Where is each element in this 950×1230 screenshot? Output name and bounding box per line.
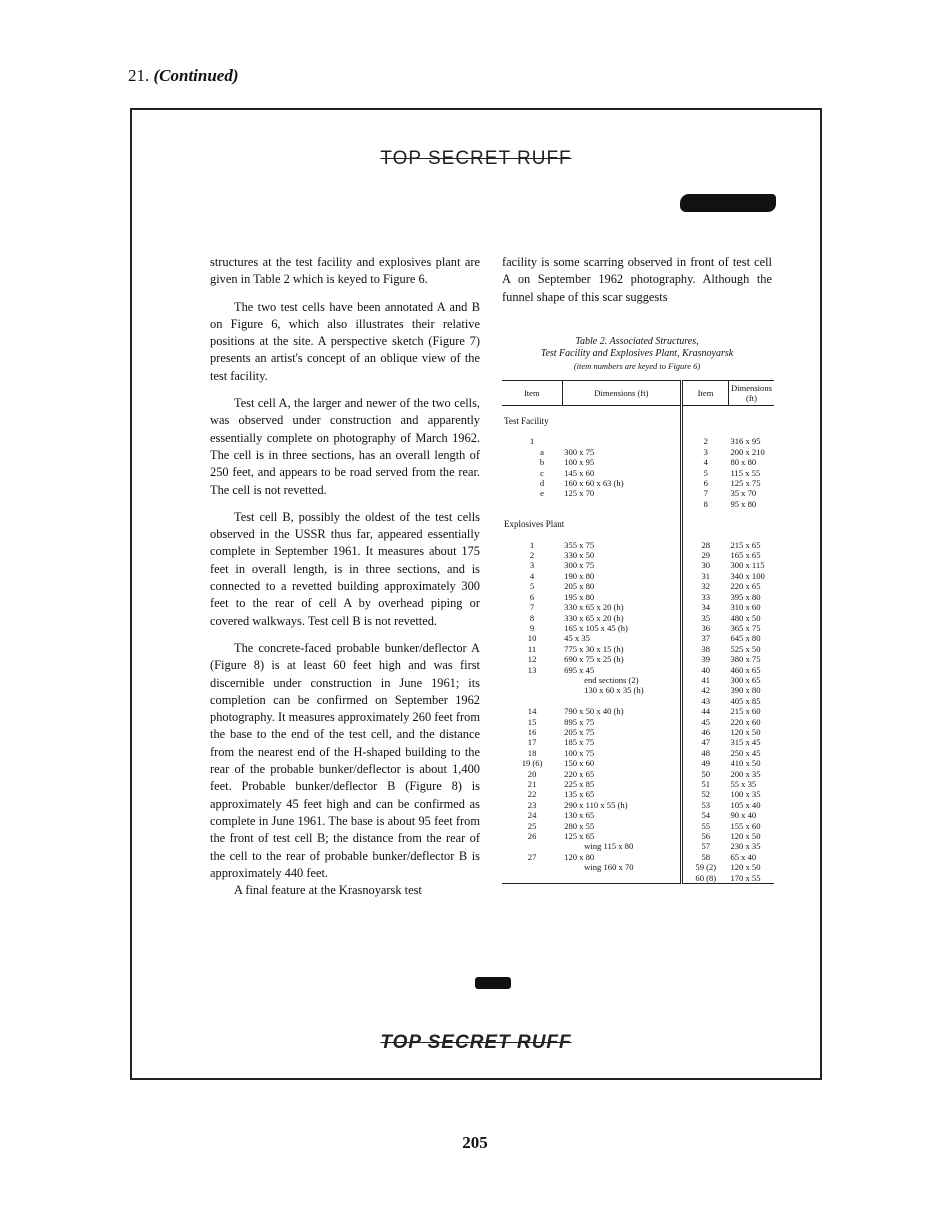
item-cell: 59 (2) (682, 862, 729, 872)
dimensions-cell: 300 x 75 (564, 560, 595, 571)
table-row (502, 540, 774, 550)
dimensions-cell: 405 x 85 (730, 695, 761, 706)
item-cell (502, 862, 562, 872)
dimensions-cell: 775 x 30 x 15 (h) (564, 643, 624, 654)
dimensions-cell: 145 x 60 (564, 467, 595, 478)
table-header-row (502, 381, 774, 406)
header-item-2: Item (682, 381, 729, 406)
table-row (502, 550, 774, 560)
dimensions-cell: 460 x 65 (730, 664, 761, 675)
dimensions-cell (562, 499, 681, 509)
item-cell: 9 (529, 622, 535, 633)
dimensions-cell: 100 x 35 (730, 789, 761, 800)
dimensions-cell: 55 x 35 (730, 779, 757, 789)
dimensions-cell: 480 x 50 (730, 612, 761, 623)
item-cell: 27 (527, 851, 537, 862)
dimensions-cell: 790 x 50 x 40 (h) (564, 706, 624, 717)
dimensions-cell: 130 x 65 (564, 810, 595, 821)
section-title: Test Facility (504, 416, 549, 426)
table-section-row (502, 509, 774, 539)
item-cell: 2 (682, 436, 729, 446)
dimensions-cell: 95 x 80 (730, 498, 757, 509)
item-cell: 1 (529, 436, 535, 447)
classification-top: TOP SECRET RUFF (380, 148, 572, 169)
item-cell: 22 (527, 789, 537, 800)
item-cell: 54 (682, 810, 729, 820)
table-row (502, 560, 774, 570)
dimensions-cell: 330 x 50 (564, 550, 595, 561)
table-row (502, 685, 774, 695)
item-cell: 38 (682, 644, 729, 654)
table-row (502, 644, 774, 654)
table-row (502, 748, 774, 758)
dimensions-cell: 365 x 75 (730, 622, 761, 633)
dimensions-cell: 220 x 60 (730, 716, 761, 727)
classification-bottom: TOP SECRET RUFF (380, 1032, 572, 1053)
dimensions-cell: 100 x 75 (564, 747, 595, 758)
dimensions-cell: 115 x 55 (730, 467, 761, 478)
dimensions-cell: 65 x 40 (730, 851, 757, 862)
dimensions-cell: 125 x 70 (564, 488, 595, 499)
item-cell: 47 (682, 737, 729, 747)
table-row (502, 436, 774, 446)
document-frame (130, 108, 822, 1080)
dimensions-cell: 100 x 95 (564, 457, 595, 468)
dimensions-cell: 645 x 80 (730, 633, 761, 644)
item-cell: 60 (8) (682, 873, 729, 884)
dimensions-cell: 220 x 65 (564, 768, 595, 779)
dimensions-cell: 330 x 65 x 20 (h) (564, 612, 624, 623)
dimensions-cell: 200 x 210 (730, 446, 765, 457)
item-cell (502, 696, 562, 706)
dimensions-cell: 895 x 75 (564, 716, 595, 727)
item-cell: 48 (682, 748, 729, 758)
section-title: Explosives Plant (504, 519, 565, 530)
item-cell: 57 (682, 841, 729, 851)
table-row (502, 852, 774, 862)
table-row (502, 706, 774, 716)
paragraph: Test cell A, the larger and newer of the two cells, was observed under construction and apparently essentially complete on photography of March 1962. The cell is in three sections, has an overall length of 250 feet, and appears to be road served from the rear. The cell is not revetted. (210, 396, 480, 497)
item-cell: e (540, 488, 544, 499)
header-dimensions: Dimensions (ft) (562, 381, 681, 406)
item-cell: 1 (529, 539, 535, 550)
dimensions-cell: 200 x 35 (730, 768, 761, 779)
header-item: Item (502, 381, 562, 406)
dimensions-cell: 525 x 50 (730, 643, 761, 654)
left-column (210, 254, 480, 909)
table-row (502, 831, 774, 841)
table-row (502, 623, 774, 633)
table-caption-subtitle: Test Facility and Explosives Plant, Krasnoyarsk (540, 348, 734, 359)
dimensions-cell: 120 x 80 (564, 851, 595, 862)
dimensions-cell: 215 x 65 (730, 539, 761, 550)
dimensions-cell: 250 x 45 (730, 747, 761, 758)
table-row (502, 821, 774, 831)
table-row (502, 581, 774, 591)
dimensions-cell: 90 x 40 (730, 810, 757, 821)
item-cell: 3 (529, 560, 535, 571)
item-cell: 43 (682, 696, 729, 706)
redaction-block (475, 977, 511, 989)
dimensions-cell: 120 x 50 (730, 831, 761, 842)
dimensions-cell: 190 x 80 (564, 570, 595, 581)
item-cell: 4 (529, 570, 535, 581)
item-cell: 12 (527, 654, 537, 665)
item-cell: 19 (6) (521, 758, 543, 769)
dimensions-cell: 165 x 105 x 45 (h) (564, 622, 628, 633)
dimensions-cell: 390 x 80 (730, 685, 761, 696)
item-cell: 11 (527, 643, 537, 654)
table-row (502, 457, 774, 467)
table-row (502, 592, 774, 602)
table-row (502, 633, 774, 643)
dimensions-cell: 690 x 75 x 25 (h) (564, 654, 624, 665)
item-cell: 33 (682, 592, 729, 602)
dimensions-cell: 395 x 80 (730, 591, 761, 602)
dimensions-cell (562, 873, 681, 884)
dimensions-cell: 205 x 75 (564, 726, 595, 737)
dimensions-cell (562, 436, 681, 446)
item-cell: 45 (682, 717, 729, 727)
item-cell: 32 (682, 581, 729, 591)
paragraph: The concrete-faced probable bunker/deflector A (Figure 8) is at least 60 feet high and was first discernible under construction in June 1961; its completion can be confirmed on September 1962 photography. It measures approximately 260 feet from the base to the end of the test cell, and the distance from the nearest end of the H-shaped building to the rear of the probable bunker/deflector is about 1,400 feet. Probable bunker/deflector B (Figure 8) is approximately 45 feet high and can be confirmed as complete in June 1961. The base is about 95 feet from the front of test cell B; the distance from the rear of the cell to the rear of probable bunker/deflector B is approximately 440 feet. (210, 640, 480, 880)
dimensions-cell: 340 x 100 (730, 570, 765, 581)
item-cell: 31 (682, 571, 729, 581)
item-cell (502, 841, 562, 851)
table-row (502, 468, 774, 478)
table-row (502, 862, 774, 872)
dimensions-cell: 45 x 35 (564, 633, 590, 644)
page-number: 205 (462, 1133, 488, 1152)
page-header (128, 66, 239, 86)
dimensions-cell: 205 x 80 (564, 581, 595, 592)
item-cell: 7 (529, 602, 535, 613)
right-column (502, 254, 772, 316)
dimensions-cell: 410 x 50 (730, 758, 761, 769)
item-cell: 28 (682, 540, 729, 550)
item-cell: 37 (682, 633, 729, 643)
dimensions-cell: 380 x 75 (730, 654, 761, 665)
paragraph: Test cell B, possibly the oldest of the test cells observed in the USSR thus far, appeared essentially complete in September 1961. It measures about 175 feet in overall length, is in three sections, and is connected to a revetted building approximately 300 feet to the rear of cell A by overhead piping or covered walkways. Test cell B is not revetted. (210, 509, 480, 628)
item-cell (502, 675, 562, 685)
item-cell: c (540, 467, 544, 478)
dimensions-cell: 220 x 65 (730, 581, 761, 592)
redaction-block (680, 194, 776, 212)
item-cell: 41 (682, 675, 729, 685)
dimensions-cell: 300 x 75 (564, 446, 595, 457)
dimensions-cell: 310 x 60 (730, 602, 761, 613)
paragraph: The two test cells have been annotated A and B on Figure 6, which also illustrates their relative positions at the site. A perspective sketch (Figure 7) presents an artist's concept of an oblique view of the test facility. (210, 299, 480, 383)
dimensions-cell: end sections (2) (584, 674, 639, 685)
item-cell: 6 (682, 478, 729, 488)
paragraph: structures at the test facility and explosives plant are given in Table 2 which is keyed to Figure 6. (210, 255, 480, 287)
item-cell: 24 (527, 810, 537, 821)
dimensions-cell: 290 x 110 x 55 (h) (564, 799, 628, 810)
item-cell: 7 (682, 488, 729, 498)
dimensions-cell: 160 x 60 x 63 (h) (564, 478, 624, 489)
table-row (502, 717, 774, 727)
dimensions-cell: 105 x 40 (730, 799, 761, 810)
table-row (502, 841, 774, 851)
item-cell: 35 (682, 613, 729, 623)
dimensions-cell: 120 x 50 (730, 726, 761, 737)
item-cell: 10 (527, 633, 537, 644)
item-cell: 50 (682, 769, 729, 779)
dimensions-cell: wing 115 x 80 (584, 841, 634, 852)
table-row (502, 789, 774, 799)
dimensions-cell: 125 x 75 (730, 478, 761, 489)
item-cell: 17 (527, 737, 537, 748)
table-caption-title: Table 2. Associated Structures, (575, 336, 699, 347)
dimensions-cell: 80 x 80 (730, 457, 757, 468)
paragraph: A final feature at the Krasnoyarsk test (234, 883, 422, 898)
dimensions-cell: 35 x 70 (730, 488, 757, 499)
dimensions-cell: 316 x 95 (730, 436, 761, 447)
item-cell: 30 (682, 560, 729, 570)
table-row (502, 810, 774, 820)
item-cell (502, 685, 562, 695)
item-cell: 25 (527, 820, 537, 831)
table-row (502, 675, 774, 685)
dimensions-cell: 330 x 65 x 20 (h) (564, 602, 624, 613)
item-cell: 44 (682, 706, 729, 716)
table-row (502, 654, 774, 664)
item-cell: 55 (682, 821, 729, 831)
item-cell: 20 (527, 768, 537, 779)
item-cell: 5 (529, 581, 535, 592)
header-label: (Continued) (153, 66, 239, 85)
item-cell: 18 (527, 747, 537, 758)
item-cell: 23 (527, 799, 537, 810)
item-cell: 3 (682, 447, 729, 457)
table-row (502, 727, 774, 737)
dimensions-cell: 315 x 45 (730, 737, 761, 748)
dimensions-cell: wing 160 x 70 (584, 862, 634, 873)
table-row (502, 488, 774, 498)
table-caption-note: (item numbers are keyed to Figure 6) (573, 361, 701, 371)
item-cell: d (539, 478, 545, 489)
dimensions-cell: 155 x 60 (730, 820, 761, 831)
item-cell: 29 (682, 550, 729, 560)
dimensions-cell: 695 x 45 (564, 664, 595, 675)
dimensions-cell: 130 x 60 x 35 (h) (584, 685, 644, 696)
table-row (502, 800, 774, 810)
table-row (502, 602, 774, 612)
item-cell: 56 (682, 831, 729, 841)
table-row (502, 758, 774, 768)
item-cell: b (539, 457, 545, 468)
dimensions-cell: 135 x 65 (564, 789, 595, 800)
item-cell: 52 (682, 789, 729, 799)
item-cell: 26 (527, 831, 537, 842)
dimensions-cell: 185 x 75 (564, 737, 595, 748)
item-cell: 5 (682, 468, 729, 478)
table-row (502, 613, 774, 623)
item-cell: 42 (682, 685, 729, 695)
item-cell: 49 (682, 758, 729, 768)
dimensions-cell: 280 x 55 (564, 820, 595, 831)
table-caption (502, 336, 772, 372)
item-cell (502, 499, 562, 509)
item-cell: 21 (527, 779, 537, 789)
dimensions-cell: 300 x 115 (730, 560, 765, 571)
table-row (502, 873, 774, 884)
item-cell: 36 (682, 623, 729, 633)
item-cell (502, 873, 562, 884)
table-row (502, 769, 774, 779)
dimensions-cell: 215 x 60 (730, 706, 761, 717)
table-row (502, 499, 774, 509)
dimensions-cell: 230 x 35 (730, 841, 761, 852)
dimensions-cell: 165 x 65 (730, 550, 761, 561)
item-cell: 15 (527, 716, 537, 727)
item-cell: 40 (682, 665, 729, 675)
table-row (502, 478, 774, 488)
item-cell: 51 (682, 779, 729, 789)
table-row (502, 571, 774, 581)
table-row (502, 737, 774, 747)
dimensions-cell: 300 x 65 (730, 674, 761, 685)
dimensions-cell: 120 x 50 (730, 862, 761, 873)
header-number: 21. (128, 66, 154, 85)
item-cell: 8 (529, 612, 535, 623)
dimensions-cell (562, 696, 681, 706)
item-cell: 16 (527, 726, 537, 737)
dimensions-cell: 125 x 65 (564, 831, 595, 842)
item-cell: 2 (529, 550, 535, 561)
dimensions-cell: 150 x 60 (564, 758, 595, 769)
dimensions-cell: 170 x 55 (728, 873, 774, 884)
table-section-row (502, 406, 774, 437)
table-row (502, 447, 774, 457)
item-cell: 34 (682, 602, 729, 612)
item-cell: 58 (682, 852, 729, 862)
item-cell: 4 (682, 457, 729, 467)
paragraph: facility is some scarring observed in front of test cell A on September 1962 photography. Although the funnel shape of this scar suggests (502, 255, 772, 304)
item-cell: 46 (682, 727, 729, 737)
item-cell: 8 (682, 499, 729, 509)
header-dimensions-2: Dimensions (ft) (728, 381, 774, 406)
dimensions-cell: 355 x 75 (564, 539, 595, 550)
item-cell: 6 (529, 591, 535, 602)
dimensions-cell: 195 x 80 (564, 591, 595, 602)
item-cell: 39 (682, 654, 729, 664)
table-row (502, 779, 774, 789)
item-cell: 13 (527, 664, 537, 675)
table-row (502, 665, 774, 675)
item-cell: 53 (682, 800, 729, 810)
structures-table (502, 380, 774, 884)
item-cell: a (540, 446, 544, 457)
item-cell: 14 (527, 706, 537, 717)
dimensions-cell: 225 x 85 (564, 779, 595, 789)
table-row (502, 696, 774, 706)
